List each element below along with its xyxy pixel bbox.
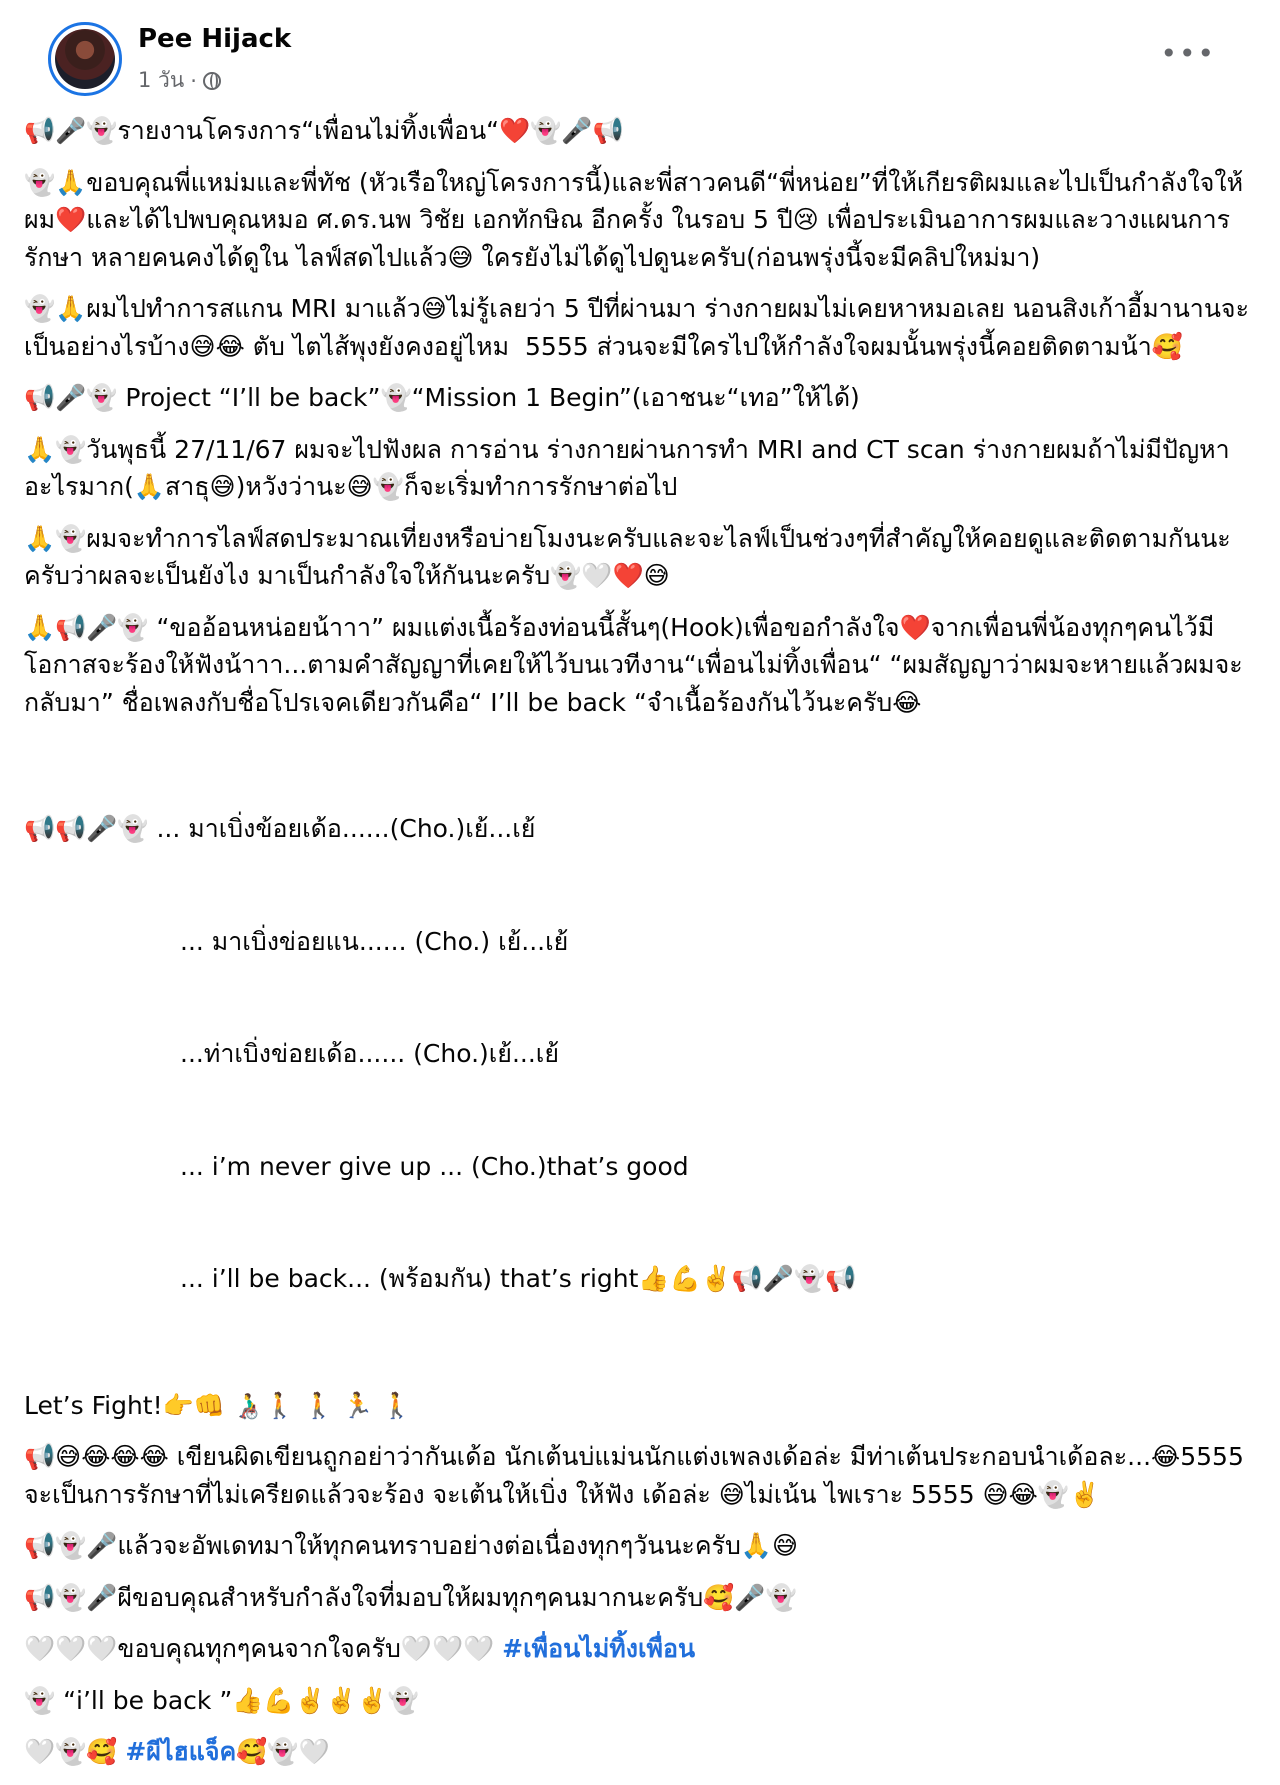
post-paragraph: 👻🙏ผมไปทำการสแกน MRI มาแล้ว😅ไม่รู้เลยว่า 5 ปีที่ผ่านมา ร่างกายผมไม่เคยหาหมอเลย นอนสิงเก้าอี้มานานจะเป็นอย่างไรบ้าง😅😂 ตับ ไตไส้พุงยังคงอยู่ไหม 5555 ส่วนจะมีใครไปให้กำลังใจผมนั้นพรุ่งนี้คอยติดตามน้า🥰 [24, 294, 1250, 361]
song-lyrics [24, 735, 1260, 1373]
lyric-line: ...ท่าเบิ่งข่อยเด้อ...... (Cho.)เย้...เย้ [180, 1039, 559, 1068]
lyric-line: ... i’ll be back... (พร้อมกัน) that’s right👍💪✌️📢🎤👻📢 [180, 1264, 857, 1293]
thanks-line [24, 1630, 1260, 1668]
hashtag-link[interactable]: #เพื่อนไม่ทิ้งเพื่อน [502, 1634, 696, 1663]
post-paragraph: 👻🙏ขอบคุณพี่แหม่มและพี่ทัช (หัวเรือใหญ่โครงการนี้)และพี่สาวคนดี“พี่หน่อย”ที่ให้เกียรติผมและไปเป็นกำลังใจให้ผม❤️และได้ไปพบคุณหมอ ศ.ดร.นพ วิชัย เอกทักษิณ อีกครั้ง ในรอบ 5 ปี😢 เพื่อประเมินอาการผมและวางแผนการรักษา หลายคนคงได้ดูใน ไลฟ์สดไปแล้ว😅 ใครยังไม่ได้ดูไปดูนะครับ(ก่อนพรุ่งนี้จะมีคลิปใหม่มา) [24, 167, 1244, 272]
globe-icon[interactable] [203, 72, 221, 90]
lyric-line: 📢📢🎤👻 ... มาเบิ่งข้อยเด้อ......(Cho.)เย้...เย้ [24, 814, 536, 843]
post-paragraph: 🙏👻วันพุธนี้ 27/11/67 ผมจะไปฟังผล การอ่าน ร่างกายผ่านการทำ MRI and CT scan ร่างกายผมถ้าไม่มีปัญหาอะไรมาก(🙏สาธุ😅)หวังว่านะ😅👻ก็จะเริ่มทำการรักษาต่อไป [24, 434, 1230, 501]
post-paragraph: 🙏📢🎤👻 “ขออ้อนหน่อยน้าาา” ผมแต่งเนื้อร้องท่อนนี้สั้นๆ(Hook)เพื่อขอกำลังใจ❤️จากเพื่อนพี่น้องทุกๆคนไว้มีโอกาสจะร้องให้ฟังน้าาา...ตามคำสัญญาที่เคยให้ไว้บนเวทีงาน“เพื่อนไม่ทิ้งเพื่อน“ “ผมสัญญาว่าผมจะหายแล้วผมจะกลับมา” ชื่อเพลงกับชื่อโปรเจคเดียวกันคือ“ I’ll be back “จำเนื้อร้องกันไว้นะครับ😂 [24, 612, 1243, 717]
lyric-line: ... i’m never give up ... (Cho.)that’s good [180, 1151, 689, 1181]
post-paragraph: 👻 “i’ll be back ”👍💪✌️✌️✌️👻 [24, 1685, 420, 1715]
final-line [24, 1733, 1260, 1771]
post-header [24, 0, 1256, 108]
hashtag-link[interactable]: #ผีไฮแจ็ค [125, 1737, 237, 1766]
more-options-icon[interactable]: ••• [1160, 37, 1216, 70]
meta-separator: · [190, 68, 197, 93]
avatar-image [55, 29, 115, 89]
post-meta [138, 64, 221, 97]
post-paragraph: 📢😅😂😂😂 เขียนผิดเขียนถูกอย่าว่ากันเด้อ นักเต้นบ่แม่นนักแต่งเพลงเด้อล่ะ มีท่าเต้นประกอบนำเด้อละ...😂5555 จะเป็นการรักษาที่ไม่เครียดแล้วจะร้อง จะเต้นให้เบิ่ง ให้ฟัง เด้อล่ะ 😅ไม่เน้น ไพเราะ 5555 😅😂👻✌️ [24, 1442, 1252, 1509]
post-time[interactable]: 1 วัน [138, 68, 185, 92]
post-paragraph: 🙏👻ผมจะทำการไลฟ์สดประมาณเที่ยงหรือบ่ายโมงนะครับและจะไลฟ์เป็นช่วงๆที่สำคัญให้คอยดูและติดตามกันนะครับว่าผลจะเป็นยังไง มาเป็นกำลังใจให้กันนะครับ👻🤍❤️😅 [24, 523, 1231, 590]
post-paragraph: 📢👻🎤แล้วจะอัพเดทมาให้ทุกคนทราบอย่างต่อเนื่องทุกๆวันนะครับ🙏😅 [24, 1531, 799, 1560]
post-paragraph: 📢🎤👻รายงานโครงการ“เพื่อนไม่ทิ้งเพื่อน“❤️👻🎤📢 [24, 116, 624, 145]
avatar[interactable] [48, 22, 122, 96]
thanks-text: 🤍🤍🤍ขอบคุณทุกๆคนจากใจครับ🤍🤍🤍 [24, 1634, 503, 1663]
post-paragraph: 📢👻🎤ผีขอบคุณสำหรับกำลังใจที่มอบให้ผมทุกๆคนมากนะครับ🥰🎤👻 [24, 1582, 797, 1612]
post-paragraph: 📢🎤👻 Project “I’ll be back”👻“Mission 1 Begin”(เอาชนะ“เทอ”ให้ได้) [24, 383, 860, 412]
post-paragraph: Let’s Fight!👉👊 👨‍🦽🚶 🚶 🏃 🚶 [24, 1390, 413, 1420]
final-suffix: 🥰👻🤍 [236, 1737, 330, 1766]
post-body [24, 112, 1260, 1785]
author-name[interactable]: Pee Hijack [138, 24, 292, 54]
lyric-line: ... มาเบิ่งข่อยแน...... (Cho.) เย้...เย้ [180, 926, 569, 956]
final-prefix: 🤍👻🥰 [24, 1737, 126, 1766]
